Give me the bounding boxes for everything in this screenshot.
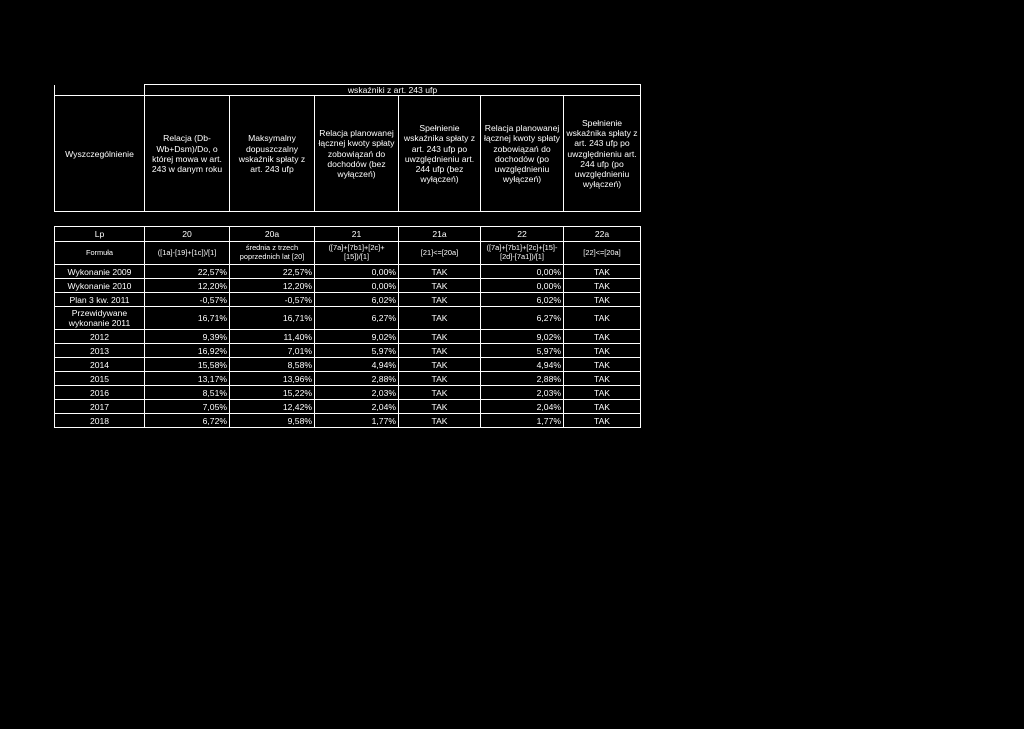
table-cell: TAK: [399, 330, 481, 344]
table-cell: 2,03%: [481, 386, 564, 400]
row-label: Przewidywane wykonanie 2011: [55, 307, 145, 330]
lp-row: [55, 227, 641, 242]
table-cell: 11,40%: [230, 330, 315, 344]
row-label: 2012: [55, 330, 145, 344]
lp-cell: Lp: [55, 227, 145, 242]
table-row: [55, 400, 641, 414]
table-row: [55, 307, 641, 330]
table-cell: TAK: [564, 358, 641, 372]
table-cell: 7,01%: [230, 344, 315, 358]
table-cell: 0,00%: [315, 279, 399, 293]
column-header-row: [55, 96, 641, 212]
data-body: [55, 265, 641, 428]
formula-cell: średnia z trzech poprzednich lat [20]: [230, 242, 315, 265]
lp-cell: 21: [315, 227, 399, 242]
table-cell: 6,27%: [481, 307, 564, 330]
table-row: [55, 344, 641, 358]
lp-cell: 22a: [564, 227, 641, 242]
top-left-empty-cell: [55, 85, 145, 96]
table-row: [55, 330, 641, 344]
table-cell: TAK: [399, 293, 481, 307]
table-cell: 5,97%: [481, 344, 564, 358]
table-cell: TAK: [399, 400, 481, 414]
table-cell: 5,97%: [315, 344, 399, 358]
table-cell: TAK: [564, 307, 641, 330]
table-cell: 9,58%: [230, 414, 315, 428]
row-label: 2013: [55, 344, 145, 358]
table-cell: TAK: [564, 344, 641, 358]
table-cell: 8,58%: [230, 358, 315, 372]
table-cell: TAK: [564, 400, 641, 414]
group-header: wskaźniki z art. 243 ufp: [145, 85, 641, 96]
table-cell: 1,77%: [315, 414, 399, 428]
table-cell: 7,05%: [145, 400, 230, 414]
row-label: Wykonanie 2009: [55, 265, 145, 279]
table-cell: TAK: [564, 414, 641, 428]
table-cell: 12,42%: [230, 400, 315, 414]
table-cell: 4,94%: [315, 358, 399, 372]
table-row: [55, 265, 641, 279]
column-header: Relacja (Db-Wb+Dsm)/Do, o której mowa w art. 243 w danym roku: [145, 96, 230, 212]
table-cell: 13,96%: [230, 372, 315, 386]
formula-cell: [21]<=[20a]: [399, 242, 481, 265]
table-cell: TAK: [399, 414, 481, 428]
table-row: [55, 372, 641, 386]
table-cell: 15,22%: [230, 386, 315, 400]
row-label: 2015: [55, 372, 145, 386]
table-cell: TAK: [399, 279, 481, 293]
table-cell: 9,39%: [145, 330, 230, 344]
table-cell: 22,57%: [230, 265, 315, 279]
table-cell: 2,03%: [315, 386, 399, 400]
indicator-table: [54, 84, 641, 428]
table-cell: 9,02%: [481, 330, 564, 344]
table-cell: TAK: [564, 372, 641, 386]
row-label: 2018: [55, 414, 145, 428]
table-cell: 6,02%: [315, 293, 399, 307]
table-cell: TAK: [399, 307, 481, 330]
table-row: [55, 358, 641, 372]
row-label: Wykonanie 2010: [55, 279, 145, 293]
indicator-table-container: [54, 84, 640, 428]
top-header-row: [55, 85, 641, 96]
table-cell: 0,00%: [315, 265, 399, 279]
column-header: Relacja planowanej łącznej kwoty spłaty zobowiązań do dochodów (po uwzględnieniu wyłączeń): [481, 96, 564, 212]
formula-cell: Formuła: [55, 242, 145, 265]
table-cell: 16,71%: [145, 307, 230, 330]
table-cell: TAK: [564, 279, 641, 293]
spacer-row: [55, 212, 641, 227]
formula-cell: [22]<=[20a]: [564, 242, 641, 265]
column-header: Spełnienie wskaźnika spłaty z art. 243 ufp po uwzględnieniu art. 244 ufp (bez wyłączeń): [399, 96, 481, 212]
table-cell: 13,17%: [145, 372, 230, 386]
table-cell: 15,58%: [145, 358, 230, 372]
table-cell: TAK: [399, 265, 481, 279]
table-cell: TAK: [564, 386, 641, 400]
row-label: 2016: [55, 386, 145, 400]
formula-cell: ([7a]+[7b1]+[2c]+[15]-[2d]-[7a1])/[1]: [481, 242, 564, 265]
table-cell: 0,00%: [481, 279, 564, 293]
table-cell: 6,27%: [315, 307, 399, 330]
table-cell: 2,88%: [315, 372, 399, 386]
lp-cell: 20a: [230, 227, 315, 242]
table-cell: 6,72%: [145, 414, 230, 428]
table-row: [55, 279, 641, 293]
table-row: [55, 414, 641, 428]
spacer-cell: [55, 212, 641, 227]
column-header: Relacja planowanej łącznej kwoty spłaty zobowiązań do dochodów (bez wyłączeń): [315, 96, 399, 212]
table-cell: -0,57%: [145, 293, 230, 307]
table-cell: 16,92%: [145, 344, 230, 358]
lp-cell: 22: [481, 227, 564, 242]
column-header: Wyszczególnienie: [55, 96, 145, 212]
table-cell: 22,57%: [145, 265, 230, 279]
lp-cell: 20: [145, 227, 230, 242]
table-cell: 4,94%: [481, 358, 564, 372]
table-cell: TAK: [399, 344, 481, 358]
column-header: Maksymalny dopuszczalny wskaźnik spłaty z art. 243 ufp: [230, 96, 315, 212]
table-cell: TAK: [564, 265, 641, 279]
table-cell: 9,02%: [315, 330, 399, 344]
table-cell: TAK: [399, 372, 481, 386]
formula-row: [55, 242, 641, 265]
table-row: [55, 293, 641, 307]
table-cell: 1,77%: [481, 414, 564, 428]
column-header: Spełnienie wskaźnika spłaty z art. 243 ufp po uwzględnieniu art. 244 ufp (po uwzględnieniu wyłączeń): [564, 96, 641, 212]
table-cell: 12,20%: [230, 279, 315, 293]
table-cell: 0,00%: [481, 265, 564, 279]
table-cell: -0,57%: [230, 293, 315, 307]
lp-cell: 21a: [399, 227, 481, 242]
table-cell: 2,88%: [481, 372, 564, 386]
table-cell: TAK: [564, 330, 641, 344]
table-cell: 2,04%: [481, 400, 564, 414]
formula-cell: ([7a]+[7b1]+[2c]+[15])/[1]: [315, 242, 399, 265]
table-cell: 8,51%: [145, 386, 230, 400]
table-cell: 12,20%: [145, 279, 230, 293]
table-cell: TAK: [399, 386, 481, 400]
table-cell: 6,02%: [481, 293, 564, 307]
table-row: [55, 386, 641, 400]
row-label: Plan 3 kw. 2011: [55, 293, 145, 307]
formula-cell: ([1a]-[19]+[1c])/[1]: [145, 242, 230, 265]
row-label: 2017: [55, 400, 145, 414]
row-label: 2014: [55, 358, 145, 372]
table-cell: TAK: [564, 293, 641, 307]
table-cell: 16,71%: [230, 307, 315, 330]
table-cell: 2,04%: [315, 400, 399, 414]
table-cell: TAK: [399, 358, 481, 372]
